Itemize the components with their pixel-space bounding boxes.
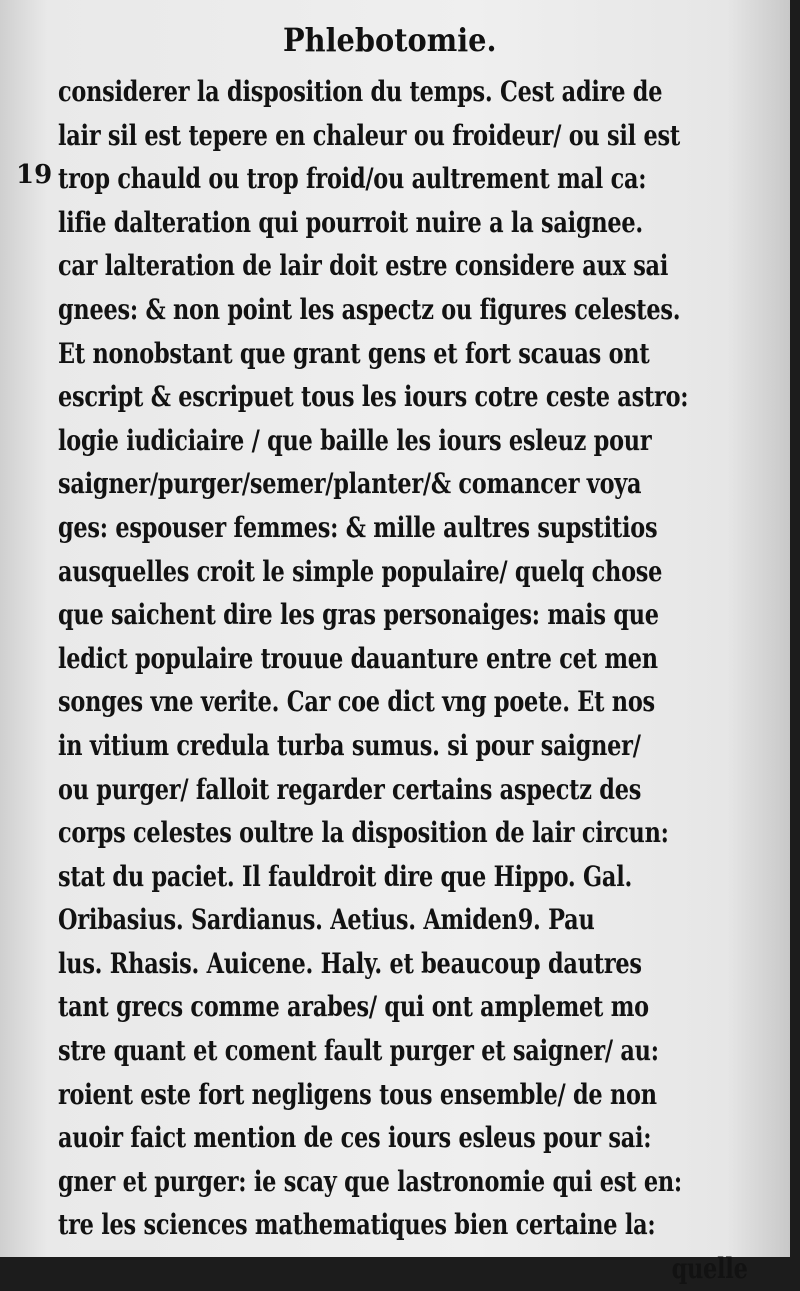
text-line: ausquelles croit le simple populaire/ quelq chose [58, 554, 663, 588]
text-line: roient este fort negligens tous ensemble/ de non [58, 1077, 657, 1111]
text-block [58, 70, 748, 1291]
text-line: auoir faict mention de ces iours esleus pour sai: [58, 1121, 652, 1155]
text-line: logie iudiciaire / que baille les iours esleuz pour [58, 423, 652, 457]
running-header: Phlebotomie. [283, 21, 497, 59]
text-line: stre quant et coment fault purger et saigner/ au: [58, 1034, 659, 1068]
text-line: trop chauld ou trop froid/ou aultrement mal ca: [58, 162, 647, 196]
text-line: tant grecs comme arabes/ qui ont amplemet mo [58, 990, 649, 1024]
text-line: saigner/purger/semer/planter/& comancer voya [58, 467, 642, 501]
text-line: gnees: & non point les aspectz ou figures celestes. [58, 292, 681, 326]
text-line: gner et purger: ie scay que lastronomie qui est en: [58, 1164, 682, 1198]
text-line: Oribasius. Sardianus. Aetius. Amiden9. Pau [58, 903, 595, 937]
text-line: corps celestes oultre la disposition de lair circun: [58, 816, 669, 850]
catchword: quelle [671, 1252, 748, 1286]
margin-number: 19 [16, 160, 53, 190]
text-line: car lalteration de lair doit estre considere aux sai [58, 249, 669, 283]
text-line: stat du paciet. Il fauldroit dire que Hippo. Gal. [58, 859, 633, 893]
text-line: Et nonobstant que grant gens et fort scauas ont [58, 336, 650, 370]
text-line: escript & escripuet tous les iours cotre ceste astro: [58, 380, 689, 414]
text-line: ledict populaire trouue dauanture entre cet men [58, 641, 658, 675]
text-line: ou purger/ falloit regarder certains aspectz des [58, 772, 642, 806]
text-line: considerer la disposition du temps. Cest adire de [58, 75, 663, 108]
text-line: in vitium credula turba sumus. si pour saigner/ [58, 728, 641, 762]
text-line: lifie dalteration qui pourroit nuire a la saignee. [58, 205, 643, 239]
text-line: lus. Rhasis. Auicene. Haly. et beaucoup dautres [58, 946, 642, 980]
text-line: tre les sciences mathematiques bien certaine la: [58, 1208, 656, 1242]
text-line: que saichent dire les gras personaiges: mais que [58, 598, 659, 632]
text-line: ges: espouser femmes: & mille aultres supstitios [58, 510, 658, 544]
text-line: songes vne verite. Car coe dict vng poete. Et nos [58, 685, 655, 719]
text-line: lair sil est tepere en chaleur ou froideur/ ou sil est [58, 118, 680, 152]
